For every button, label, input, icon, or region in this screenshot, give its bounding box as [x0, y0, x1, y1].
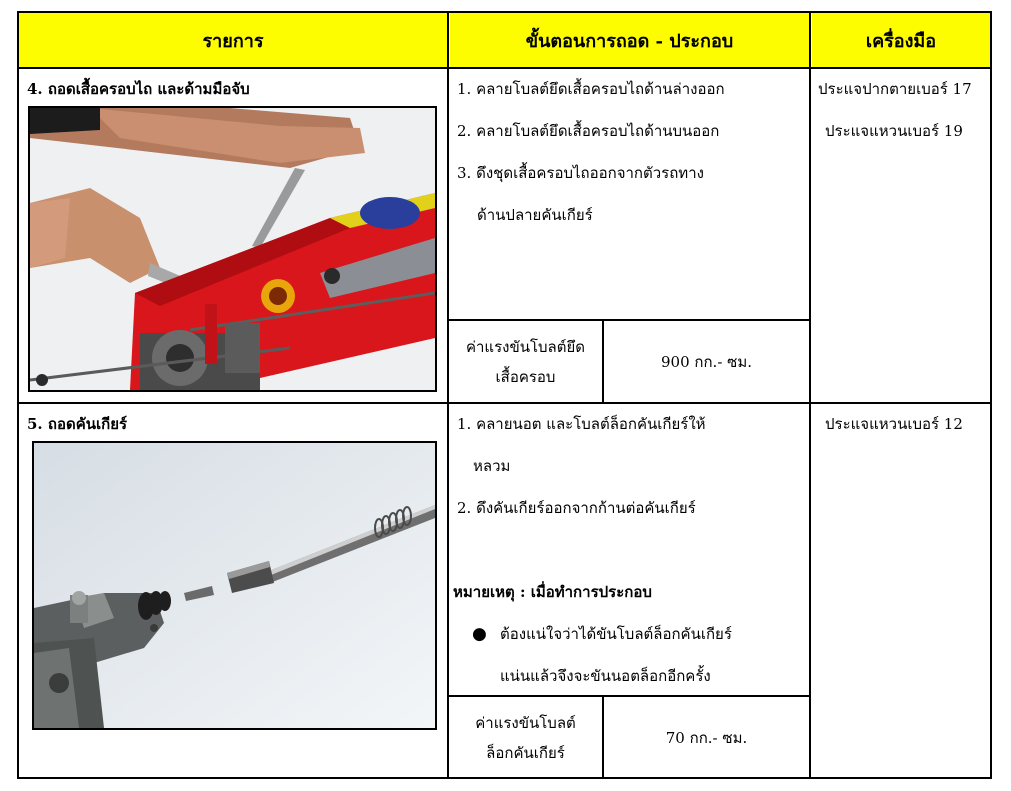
note-title: หมายเหตุ : เมื่อทำการประกอบ — [453, 583, 652, 601]
step: 3. ดึงชุดเสื้อครอบไถออกจากตัวรถทาง — [457, 164, 704, 182]
row5-title: 5. ถอดคันเกียร์ — [27, 415, 128, 433]
row4-torque-label — [449, 321, 602, 403]
torque-value: 900 กก.- ซม. — [660, 353, 752, 371]
torque-label-line: เสื้อครอบ — [495, 368, 556, 386]
table-border-top — [17, 11, 992, 13]
step: 1. คลายนอต และโบลต์ล็อกคันเกียร์ให้ — [457, 415, 706, 433]
header-item — [19, 13, 447, 67]
step-continuation: ด้านปลายคันเกียร์ — [477, 206, 593, 224]
step-continuation: หลวม — [473, 457, 511, 475]
step: 2. คลายโบลต์ยึดเสื้อครอบไถด้านบนออก — [457, 122, 720, 140]
header-tools-label: เครื่องมือ — [865, 30, 937, 52]
header-bottom-rule — [17, 67, 992, 69]
row4-tool: ประแจปากตายเบอร์ 17 — [818, 80, 972, 98]
header-tools — [812, 13, 990, 67]
column-divider-2 — [809, 11, 811, 779]
gear-lever-removal-photo-icon — [34, 443, 435, 728]
row5-tool: ประแจแหวนเบอร์ 12 — [825, 415, 963, 433]
tiller-cover-removal-photo-icon — [30, 108, 435, 390]
note-line: แน่นแล้วจึงจะขันนอตล็อกอีกครั้ง — [500, 667, 711, 685]
row4-tool: ประแจแหวนเบอร์ 19 — [825, 122, 963, 140]
row5-torque-label — [449, 697, 602, 778]
header-steps-label: ขั้นตอนการถอด - ประกอบ — [525, 30, 734, 52]
header-item-label: รายการ — [202, 30, 264, 52]
row4-torque-value — [604, 321, 809, 403]
table-border-right — [990, 11, 992, 779]
step: 2. ดึงคันเกียร์ออกจากก้านต่อคันเกียร์ — [457, 499, 696, 517]
torque-label-line: ล็อกคันเกียร์ — [486, 743, 565, 762]
table-border-left — [17, 11, 19, 779]
header-steps — [450, 13, 809, 67]
torque-value: 70 กก.- ซม. — [665, 728, 748, 747]
row4-photo — [28, 106, 437, 392]
torque-label-line: ค่าแรงขันโบลต์ยึด — [465, 338, 586, 356]
row5-torque-value — [604, 697, 809, 778]
row4-title: 4. ถอดเสื้อครอบไถ และด้ามมือจับ — [27, 80, 250, 98]
row5-photo — [32, 441, 437, 730]
bullet-icon: ● — [472, 624, 487, 644]
note-line: ต้องแน่ใจว่าได้ขันโบลต์ล็อกคันเกียร์ — [500, 625, 732, 643]
torque-label-line: ค่าแรงขันโบลต์ — [475, 713, 576, 732]
step: 1. คลายโบลต์ยึดเสื้อครอบไถด้านล่างออก — [457, 80, 725, 98]
